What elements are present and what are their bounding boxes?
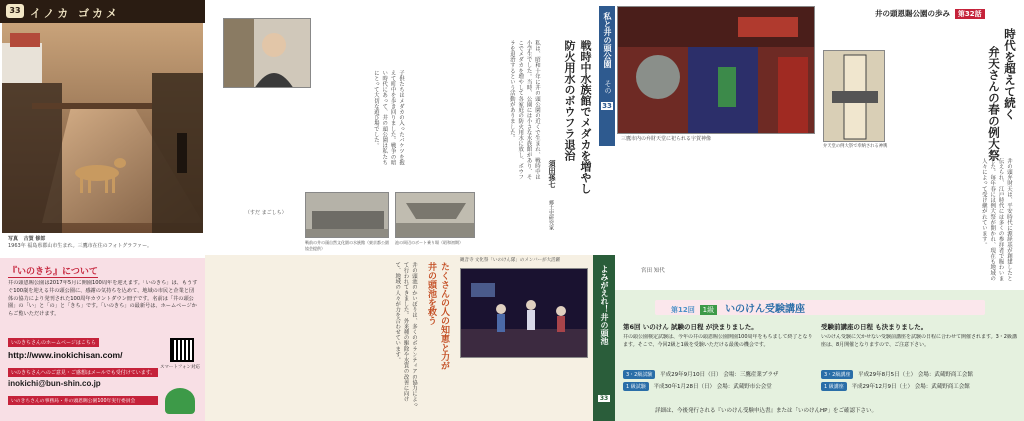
series-band [599,6,615,146]
history-section-no: 第32話 [955,9,985,19]
exam-schedule-body: 井の頭公園検定試験は、今年の井の頭恩賜公園開園100周年をもちまして終了となります。そこで、今回2級と1級を受験いただける最後の機会です。 [623,334,813,348]
exam-schedule-block [623,322,813,391]
feature-author-title: 郷土史研究家 [548,200,554,230]
footer-note: いのきちさんの事務局・井の頭恩賜公園100年実行委員会 [8,396,158,405]
reviving-title: よみがえれ！井の頭池 [600,265,609,345]
history-section-title: 井の頭恩賜公園の歩み [875,9,950,18]
aquarium-image [306,193,389,238]
shrine-caption-1: 三鷹市内の弁財天堂に祀られる宇賀神像 [621,136,712,142]
history-section-header [875,8,985,22]
exam-schedule-title: 第6回 いのけん 試験の日程 が決まりました。 [623,323,758,331]
series-label: 私と井の頭公園 [603,12,612,68]
homepage-label: いのきちさんのホームページはこちら [8,338,99,347]
course-row [821,382,1017,391]
mail-link[interactable]: inokichi@bun-shin.co.jp [8,379,101,388]
feature-body-2: 子供たちはメダカの入ったバケツを抱えて町中を歩き回りました。戦争の暗い時代にあって、井の頭公園は私たちにとって大切な遊び場でした。 [372,70,404,166]
photo-credit-label: 写真 [8,236,19,242]
photo-series-strip [0,0,205,23]
course-schedule-title: 受験前講座の日程 も決まりました。 [821,323,928,331]
historic-caption-2: 池の周辺のボート乗り場（昭和初期） [395,240,463,245]
portrait-photo [223,18,311,88]
exam-row-text: 平成29年9月10日（日） 会場：三鷹産業プラザ [660,372,779,378]
photo-credit [8,236,198,250]
photo-credit-bio: 1963年 福島県郡山市生まれ。三鷹市在住のフォトグラファー。 [8,243,152,249]
boat-pier-image [396,193,475,238]
reviving-headline-2: 井の頭池を救う [426,262,436,325]
historic-photo-2 [395,192,475,238]
mail-label: いのきちさんへのご意見・ご感想はメールでも受付けています。 [8,368,158,377]
exam-title-bar [655,300,985,315]
series-no: 33 [602,102,612,110]
shrine-photo-1 [617,6,815,134]
course-row-badge: 3・2級講座 [821,370,853,379]
history-spread [615,0,1024,421]
about-box [0,258,205,421]
logo-icon [165,388,195,414]
shrine-statue-image [618,7,815,134]
shrine-photo-2 [823,50,885,142]
feature-author: 須田孫七 [548,160,556,188]
exam-footer: 詳細は、今後発行される『いのけん受験申込書』または「いのけんHP」をご確認下さい。 [655,408,877,414]
historic-caption-1: 戦前の井の頭自然文化園の水族館（東京都公園協会提供） [305,240,389,251]
feature-headline-1: 戦時中水族館でメダカを増やし [579,40,592,194]
reviving-band [593,255,615,421]
reviving-headline-1: たくさんの人の知恵と力が [439,262,449,370]
course-schedule-body: いのけん受験に欠かせない受験前講座を試験の日程に合わせて開催されます。3・2級講座は、8月開催となりますので、ご注意下さい。 [821,334,1017,348]
exam-row [623,382,813,391]
photo-credit-name: 古賀 修郎 [23,236,46,242]
reviving-no: 33 [599,395,609,402]
course-row [821,370,1017,379]
exam-level: 1級 [700,305,717,315]
history-headline-1: 時代を超えて続く [1003,28,1017,120]
homepage-link[interactable]: http://www.inokichisan.com/ [8,350,123,360]
feature-spread [205,0,615,421]
shrine-caption-2: 弁天堂の例大祭で奉納される神輿 [823,144,888,149]
feature-headline-2: 防火用水のボウフラ退治 [563,40,576,161]
historic-photo-1 [305,192,389,238]
concert-caption: 観音寺 文化祭「いのけん隊」のメンバーが大活躍 [460,258,561,263]
course-schedule-block [821,322,1017,391]
issue-badge: 33 [6,4,24,18]
course-row-text: 平成29年12月9日（土） 会場：武蔵野商工会館 [851,384,970,390]
feature-body-1: 私は、昭和十年に井の頭公園の近くで生まれ、戦時中は小学生でした。当時、公園には小さな水族館があり、そこでメダカを増やして各家庭の防火用水に放し、ボウフラを退治するという活動がありました。 [508,40,540,180]
exam-row-badge: 1 級試験 [623,382,649,391]
course-row-text: 平成29年8月5日（土） 会場：武蔵野商工会館 [858,372,973,378]
exam-row [623,370,813,379]
portrait-image [224,19,311,88]
course-row-badge: 1 級講座 [821,382,847,391]
exam-round: 第12回 [671,306,695,314]
qr-label: スマートフォン対応 [160,365,201,370]
exam-title: いのけん受験講座 [725,304,806,315]
exam-row-text: 平成30年1月28日（日） 会場：武蔵野市公会堂 [653,384,772,390]
history-body: 井の頭弁財天は、平安時代に源経基が創建したと伝えられ、江戸時代には多くの参拝者で賑わいました。毎年春には例大祭が開かれ、現在も地域の人々によって受け継がれています。 [980,158,1012,282]
feature-note: （すだ まごしち） [245,210,287,216]
cover-photo [2,23,203,233]
about-title: 『いのきち』について [8,264,98,278]
photo-series-title: イノカ ゴカメ [30,7,121,20]
series-no-prefix: その [604,80,612,94]
qr-code-icon[interactable] [170,338,194,362]
shrine-sign-image [824,51,885,142]
concert-image [461,269,588,358]
history-headline-2: 弁天さんの春の例大祭 [987,46,1001,161]
back-cover-page [0,0,205,421]
about-body: 井の頭恩賜公園は2017年5月に開園100周年を迎えます。「いのきち」は、もうすぐ100歳を迎える井の頭公園に、感謝の気持ちを込めて、地域の市民と企業と団体の協力により発刊された100周年カウントダウン冊子です。名前は「井の頭公園」の「い」と「の」と「きち」です。「いのきち」の最新号は、ホームページからご覧いただけます。 [8,280,198,318]
concert-photo [460,268,588,358]
exam-row-badge: 3・2級試験 [623,370,655,379]
park-path-dog-image [2,23,203,233]
reviving-body: 井の頭池のかいぼりは、多くのボランティアの協力によって行われてきました。外来種の駆除や水質の改善に向けて、地域の人々が力を合わせています。 [394,262,417,408]
history-author: 宮田 知代 [641,268,665,274]
